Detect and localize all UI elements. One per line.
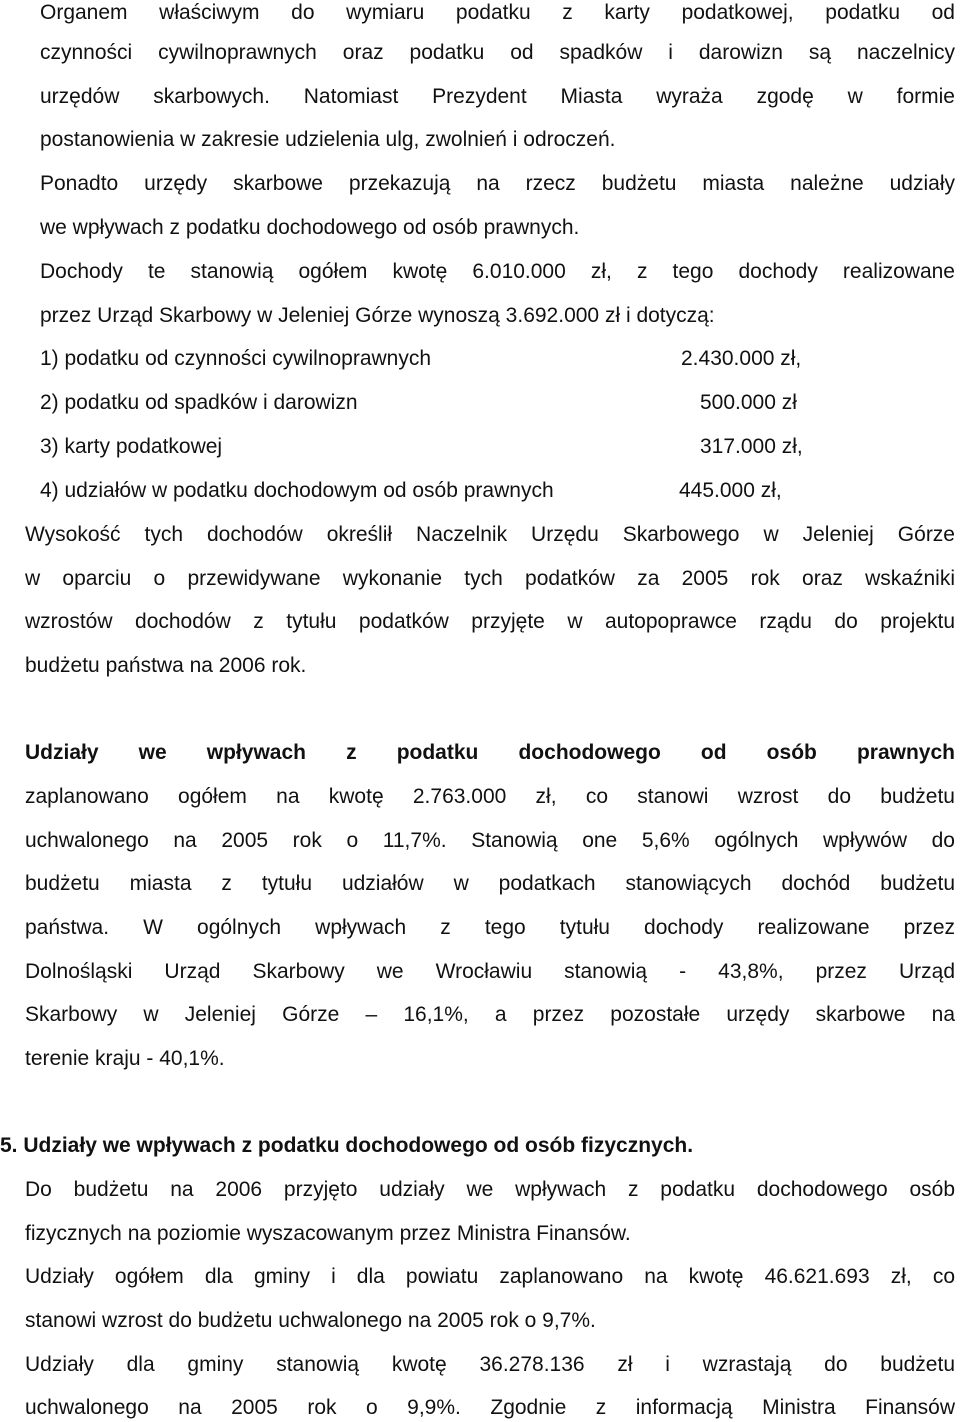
paragraph-5-line-7: terenie kraju - 40,1%. xyxy=(25,1047,225,1070)
paragraph-4-line-3: wzrostów dochodów z tytułu podatków przyjęte w autopoprawce rządu do projektu xyxy=(25,610,955,633)
list-item-label: 4) udziałów w podatku dochodowym od osób prawnych xyxy=(40,479,554,502)
list-item-value: 317.000 zł, xyxy=(700,435,803,458)
paragraph-1-line-3: urzędów skarbowych. Natomiast Prezydent Miasta wyraża zgodę w formie xyxy=(40,85,955,108)
list-item-value: 2.430.000 zł, xyxy=(681,347,802,370)
paragraph-5-line-3: budżetu miasta z tytułu udziałów w podatkach stanowiących dochód budżetu xyxy=(25,872,955,895)
list-item-label: 2) podatku od spadków i darowizn xyxy=(40,391,358,414)
section-5-line-2: fizycznych na poziomie wyszacowanym przez Ministra Finansów. xyxy=(25,1222,631,1245)
list-item-label: 3) karty podatkowej xyxy=(40,435,223,458)
paragraph-5-line-6: Skarbowy w Jeleniej Górze – 16,1%, a przez pozostałe urzędy skarbowe na xyxy=(25,1003,955,1026)
section-5-heading: 5. Udziały we wpływach z podatku dochodowego od osób fizycznych. xyxy=(0,1134,694,1157)
list-item-value: 445.000 zł, xyxy=(679,479,782,502)
paragraph-5-heading: Udziały we wpływach z podatku dochodowego od osób prawnych xyxy=(25,741,955,764)
list-item-value: 500.000 zł xyxy=(700,391,797,414)
list-item xyxy=(0,346,960,372)
list-item-label: 1) podatku od czynności cywilnoprawnych xyxy=(40,347,432,370)
paragraph-5-line-1: zaplanowano ogółem na kwotę 2.763.000 zł, co stanowi wzrost do budżetu xyxy=(25,785,955,808)
paragraph-5-line-4: państwa. W ogólnych wpływach z tego tytułu dochody realizowane przez xyxy=(25,916,955,939)
section-5-line-6: uchwalonego na 2005 rok o 9,9%. Zgodnie z informacją Ministra Finansów xyxy=(25,1396,955,1419)
section-5-line-1: Do budżetu na 2006 przyjęto udziały we wpływach z podatku dochodowego osób xyxy=(25,1178,955,1201)
section-5-line-4: stanowi wzrost do budżetu uchwalonego na 2005 rok o 9,7%. xyxy=(25,1309,596,1332)
paragraph-5-line-2: uchwalonego na 2005 rok o 11,7%. Stanowią one 5,6% ogólnych wpływów do xyxy=(25,829,955,852)
list-item xyxy=(0,478,960,504)
list-item xyxy=(0,434,960,460)
paragraph-5-line-5: Dolnośląski Urząd Skarbowy we Wrocławiu stanowią - 43,8%, przez Urząd xyxy=(25,960,955,983)
paragraph-3-line-2: przez Urząd Skarbowy w Jeleniej Górze wynoszą 3.692.000 zł i dotyczą: xyxy=(40,304,715,327)
paragraph-4-line-1: Wysokość tych dochodów określił Naczelnik Urzędu Skarbowego w Jeleniej Górze xyxy=(25,523,955,546)
paragraph-1-line-1: Organem właściwym do wymiaru podatku z karty podatkowej, podatku od xyxy=(40,1,955,24)
section-5-line-3: Udziały ogółem dla gminy i dla powiatu zaplanowano na kwotę 46.621.693 zł, co xyxy=(25,1265,955,1288)
paragraph-2-line-1: Ponadto urzędy skarbowe przekazują na rzecz budżetu miasta należne udziały xyxy=(40,172,955,195)
paragraph-2-line-2: we wpływach z podatku dochodowego od osób prawnych. xyxy=(40,216,580,239)
paragraph-4-line-2: w oparciu o przewidywane wykonanie tych podatków za 2005 rok oraz wskaźniki xyxy=(25,567,955,590)
paragraph-4-line-4: budżetu państwa na 2006 rok. xyxy=(25,654,307,677)
section-5-line-5: Udziały dla gminy stanowią kwotę 36.278.136 zł i wzrastają do budżetu xyxy=(25,1353,955,1376)
paragraph-1-line-2: czynności cywilnoprawnych oraz podatku od spadków i darowizn są naczelnicy xyxy=(40,41,955,64)
list-item xyxy=(0,390,960,416)
paragraph-1-line-4: postanowienia w zakresie udzielenia ulg, zwolnień i odroczeń. xyxy=(40,128,616,151)
paragraph-3-line-1: Dochody te stanowią ogółem kwotę 6.010.000 zł, z tego dochody realizowane xyxy=(40,260,955,283)
